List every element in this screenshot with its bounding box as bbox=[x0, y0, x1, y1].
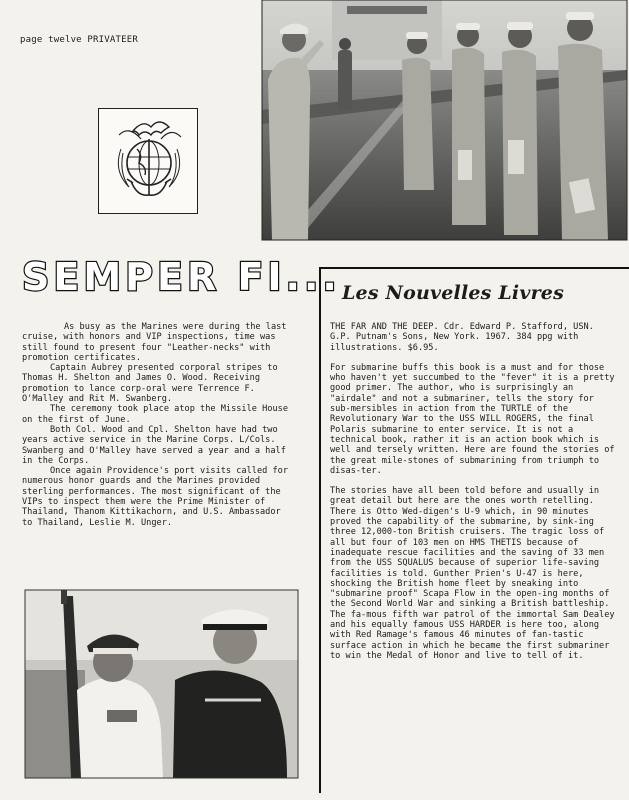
book-review-title: Les Nouvelles Livres bbox=[342, 282, 564, 304]
article-paragraph: Both Col. Wood and Cpl. Shelton have had two years active service in the Marine Corps. L/Cols. Swanberg and O'Malley have served a year and a half in the Corps. bbox=[22, 424, 286, 466]
running-head: page twelve PRIVATEER bbox=[20, 35, 138, 45]
emblem-box bbox=[98, 108, 198, 214]
article-paragraph: The ceremony took place atop the Missile House on the first of June. bbox=[22, 404, 288, 425]
semper-fi-article bbox=[22, 322, 290, 528]
article-paragraph: As busy as the Marines were during the last cruise, with honors and VIP inspections, time was still found to present four "Leather-necks" with promotion certificates. bbox=[22, 322, 287, 363]
article-paragraph: Once again Providence's port visits called for numerous honor guards and the Marines provided sterling performances. The most significant of the VIPs to inspect them were the Prime Minister of Thailand, Thanom Kittikachorn, and U.S. Ambassador to Thailand, Leslie M. Unger. bbox=[22, 466, 288, 528]
book-citation: THE FAR AND THE DEEP. Cdr. Edward P. Stafford, USN. G.P. Putnam's Sons, New York. 1967. 384 ppg with illustrations. $6.95. bbox=[330, 322, 594, 353]
article-paragraph: Captain Aubrey presented corporal stripes to Thomas H. Shelton and James O. Wood. Receiving promotion to lance corp-oral were Terrence F. O'Malley and Rit M. Swanberg. bbox=[22, 363, 278, 405]
eagle-globe-anchor-icon bbox=[99, 109, 197, 213]
review-paragraph: The stories have all been told before and usually in great detail but here are the ones worth retelling. There is Otto Wed-digen's U-9 which, in 90 minutes proved the capability of the submarine, by sink-ing three 12,000-ton British cruisers. The tragic loss of all but four of 103 men on HMS THETIS because of inadequate rescue facilities and the saving of 33 men from the USS SQUALUS because of superior life-saving facilities is told. Gunther Prien's U-47 is here, shocking the British home fleet by sneaking into "submarine proof" Scapa Flow in the open-ing months of the Second World War and sinking a British battleship. The fa-mous fifth war patrol of the immortal Sam Dealey and his equally famous USS HARDER is here too, along with Red Ramage's famous 46 minutes of fan-tastic surface action in which he became the first submariner to win the Medal of Honor and live to tell of it. bbox=[330, 486, 615, 661]
review-paragraph: For submarine buffs this book is a must and for those who haven't yet succumbed to the "fever" it is a pretty good primer. The author, who is surprisingly an "airdale" and not a submariner, tells the story for sub-mersibles in action from the TURTLE of the Revolutionary War to the USS WILL ROGERS, the final Polaris submarine to enter service. It is not a technical book, rather it is an action book which is well and tersely written. Here are found the stories of the great mile-stones of submarining from triumph to disas-ter. bbox=[330, 362, 615, 476]
headline-text: SEMPER FI... bbox=[22, 255, 341, 299]
promotion-ceremony-photo bbox=[262, 0, 627, 240]
honor-guard-photo bbox=[25, 590, 298, 778]
semper-fi-headline bbox=[20, 255, 341, 302]
book-review-text bbox=[330, 322, 615, 671]
